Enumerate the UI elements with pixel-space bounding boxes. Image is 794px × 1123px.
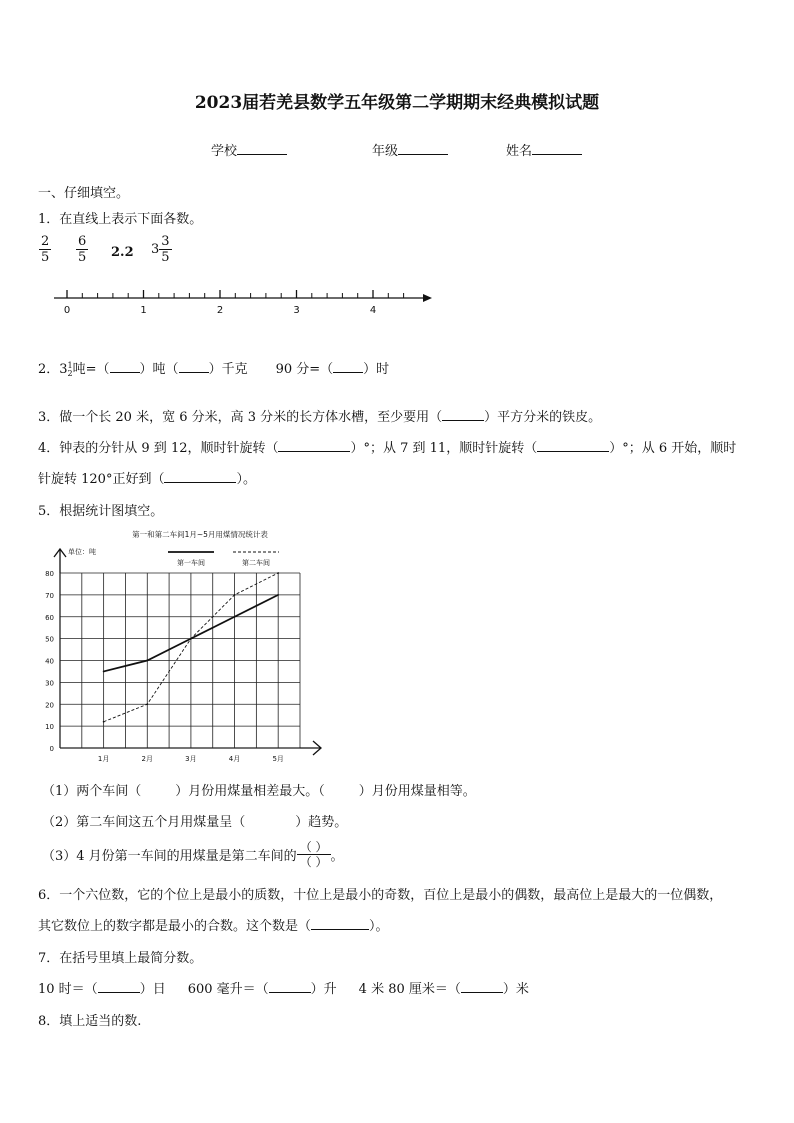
school-blank[interactable] <box>237 142 287 155</box>
name-label: 姓名 <box>506 144 533 159</box>
decimal-number: 2.2 <box>111 245 134 260</box>
data-point <box>234 594 236 596</box>
name-blank[interactable] <box>532 142 582 155</box>
answer-blank[interactable] <box>98 980 140 993</box>
tick-label: 1 <box>140 305 147 316</box>
data-point <box>190 638 192 640</box>
question-5-part-2: （2）第二车间这五个月用煤量呈（ ）趋势。 <box>42 815 348 830</box>
tick-label: 2 <box>216 305 224 316</box>
page-title: 2023届若羌县数学五年级第二学期期末经典模拟试题 <box>194 93 600 113</box>
y-tick-label: 0 <box>49 745 54 753</box>
x-tick-label: 2月 <box>141 755 154 763</box>
x-tick-label: 4月 <box>228 755 241 763</box>
x-tick-label: 3月 <box>185 755 197 763</box>
question-1: 1．在直线上表示下面各数。 <box>38 212 203 227</box>
answer-blank[interactable] <box>110 360 140 373</box>
answer-fraction[interactable]: $\frac{( )}{( )}$ <box>297 840 331 869</box>
y-tick-label: 40 <box>45 657 54 666</box>
question-4: 4．钟表的分针从 9 到 12，顺时针旋转（ ）°；从 7 到 11，顺时针旋转（ ）°；从 6 开始，顺时 <box>38 441 737 456</box>
y-tick-label: 50 <box>45 635 54 644</box>
y-tick-label: 70 <box>45 591 54 600</box>
fraction-6-5: $\frac{6}{5}$ <box>78 234 87 265</box>
mixed-number: 3 $\frac{3}{5}$ <box>151 234 170 265</box>
data-point <box>277 572 279 574</box>
legend-label-2: 第二车间 <box>242 559 270 567</box>
answer-blank[interactable] <box>311 917 369 930</box>
legend-label-1: 第一车间 <box>177 559 205 567</box>
question-8: 8．填上适当的数. <box>38 1014 142 1029</box>
grade-blank[interactable] <box>398 142 448 155</box>
y-tick-label: 30 <box>45 679 54 688</box>
question-3: 3．做一个长 20 米，宽 6 分米，高 3 分米的长方体水槽，至少要用（ ）平方分米的铁皮。 <box>38 410 602 425</box>
tick-label: 0 <box>63 305 71 316</box>
question-2: 2．3 1 2 吨=（ ）吨（ ）千克 90 分=（ ）时 <box>38 360 390 378</box>
answer-blank[interactable] <box>442 408 484 421</box>
tick-label: 3 <box>293 305 300 316</box>
x-tick-label: 1月 <box>97 755 110 763</box>
question-6: 6．一个六位数，它的个位上是最小的质数，十位上是最小的奇数，百位上是最小的偶数，最高位上是最大的一位偶数， <box>38 888 723 903</box>
y-tick-label: 80 <box>45 570 54 578</box>
school-label: 学校 <box>211 144 238 159</box>
grade-label: 年级 <box>372 144 399 159</box>
y-tick-label: 60 <box>45 613 54 622</box>
school-field <box>211 140 287 159</box>
name-field <box>506 140 582 159</box>
unit-label: 单位：吨 <box>68 548 96 556</box>
data-point <box>234 616 236 618</box>
x-tick-label: 5月 <box>272 755 284 763</box>
answer-blank[interactable] <box>179 360 209 373</box>
question-5: 5．根据统计图填空。 <box>38 504 164 519</box>
y-tick-label: 10 <box>45 723 54 732</box>
y-tick-label: 20 <box>45 701 54 710</box>
tick-label: 4 <box>369 305 377 316</box>
answer-blank[interactable] <box>164 470 236 483</box>
data-point <box>146 703 148 705</box>
arrow-icon <box>423 294 432 302</box>
answer-blank[interactable] <box>333 360 363 373</box>
answer-blank[interactable] <box>269 980 311 993</box>
question-7: 7．在括号里填上最简分数。 <box>38 951 203 966</box>
coal-usage-chart <box>40 528 340 768</box>
data-point <box>103 671 105 673</box>
data-point <box>277 594 279 596</box>
section-heading: 一、仔细填空。 <box>38 186 130 201</box>
chart-title: 第一和第二车间1月~5月用煤情况统计表 <box>132 530 268 539</box>
data-point <box>146 660 148 662</box>
question-5-part-1: （1）两个车间（ ）月份用煤量相差最大。（ ）月份用煤量相等。 <box>42 784 476 799</box>
answer-blank[interactable] <box>278 439 350 452</box>
question-6-cont: 其它数位上的数字都是最小的合数。这个数是（ ）。 <box>38 919 389 934</box>
grade-field <box>372 140 448 159</box>
answer-blank[interactable] <box>537 439 609 452</box>
number-line <box>40 286 440 320</box>
question-4-cont: 针旋转 120°正好到（ ）。 <box>38 472 256 487</box>
question-5-part-3: （3）4 月份第一车间的用煤量是第二车间的 $\frac{( )}{( )}$ 。 <box>42 840 344 869</box>
answer-blank[interactable] <box>461 980 503 993</box>
question-7-items: 10 时＝（ ）日 600 毫升＝（ ）升 4 米 80 厘米＝（ ）米 <box>38 982 529 997</box>
data-point <box>103 721 105 723</box>
fraction-2-5: $\frac{2}{5}$ <box>41 234 50 265</box>
